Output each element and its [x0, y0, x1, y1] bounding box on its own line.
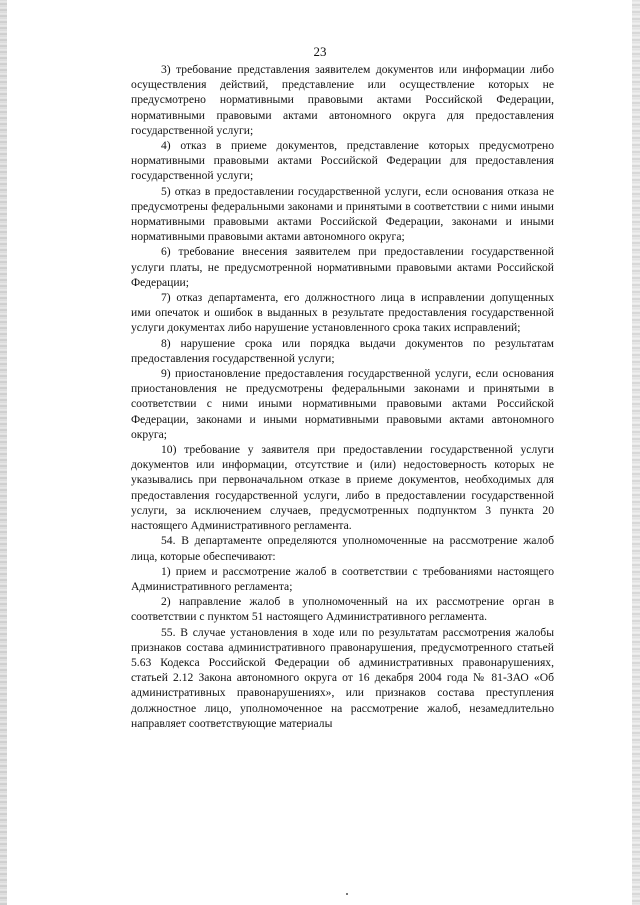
paragraph-item-10: 10) требование у заявителя при предоставлении государственной услуги документов или информации, отсутствие и (или) недостоверность которых не указывались при первоначальном отказе в приеме документов, необходимых для предоставления государственной услуги, либо в предоставлении государственной услуги, за исключением случаев, предусмотренных подпунктом 3 пункта 20 настоящего Административного регламента. [131, 443, 554, 533]
scan-edge-left [0, 0, 7, 905]
paragraph-item-3: 3) требование представления заявителем документов или информации либо осуществления действий, представление или осуществление которых не предусмотрено нормативными правовыми актами Российской Федерации, нормативными правовыми актами автономного округа для предоставления государственной услуги; [131, 63, 554, 137]
paragraph-item-7: 7) отказ департамента, его должностного лица в исправлении допущенных ими опечаток и ошибок в выданных в результате предоставления государственной услуги документах либо нарушение установленного срока таких исправлений; [131, 291, 554, 335]
scan-speck [346, 893, 348, 895]
document-body [131, 62, 554, 731]
paragraph-section-55: 55. В случае установления в ходе или по результатам рассмотрения жалобы признаков состава административного правонарушения, предусмотренного статьей 5.63 Кодекса Российской Федерации об административных правонарушениях, статьей 2.12 Закона автономного округа от 16 декабря 2004 года № 81-ЗАО «Об административных правонарушениях», или признаков состава преступления должностное лицо, уполномоченное на рассмотрение жалоб, незамедлительно направляет соответствующие материалы [131, 625, 554, 730]
paragraph-item-4: 4) отказ в приеме документов, представление которых предусмотрено нормативными правовыми актами Российской Федерации для предоставления государственной услуги; [131, 139, 554, 183]
paragraph-section-54-item-2: 2) направление жалоб в уполномоченный на их рассмотрение орган в соответствии с пунктом 51 настоящего Административного регламента. [131, 595, 554, 624]
paragraph-item-5: 5) отказ в предоставлении государственной услуги, если основания отказа не предусмотрены федеральными законами и принятыми в соответствии с ними иными нормативными правовыми актами Российской Федерации, законами и иными нормативными правовыми актами автономного округа; [131, 184, 554, 244]
scan-edge-right [632, 0, 640, 905]
paragraph-section-54-item-1: 1) прием и рассмотрение жалоб в соответствии с требованиями настоящего Административного регламента; [131, 564, 554, 593]
paragraph-item-8: 8) нарушение срока или порядка выдачи документов по результатам предоставления государственной услуги; [131, 336, 554, 365]
page-number: 23 [313, 44, 327, 59]
paragraph-section-54: 54. В департаменте определяются уполномоченные на рассмотрение жалоб лица, которые обеспечивают: [131, 534, 554, 563]
paragraph-item-6: 6) требование внесения заявителем при предоставлении государственной услуги платы, не предусмотренной нормативными правовыми актами Российской Федерации; [131, 245, 554, 289]
paragraph-item-9: 9) приостановление предоставления государственной услуги, если основания приостановления не предусмотрены федеральными законами и принятыми в соответствии с ними иными нормативными правовыми актами Российской Федерации, законами и иными нормативными правовыми актами автономного округа; [131, 367, 554, 441]
